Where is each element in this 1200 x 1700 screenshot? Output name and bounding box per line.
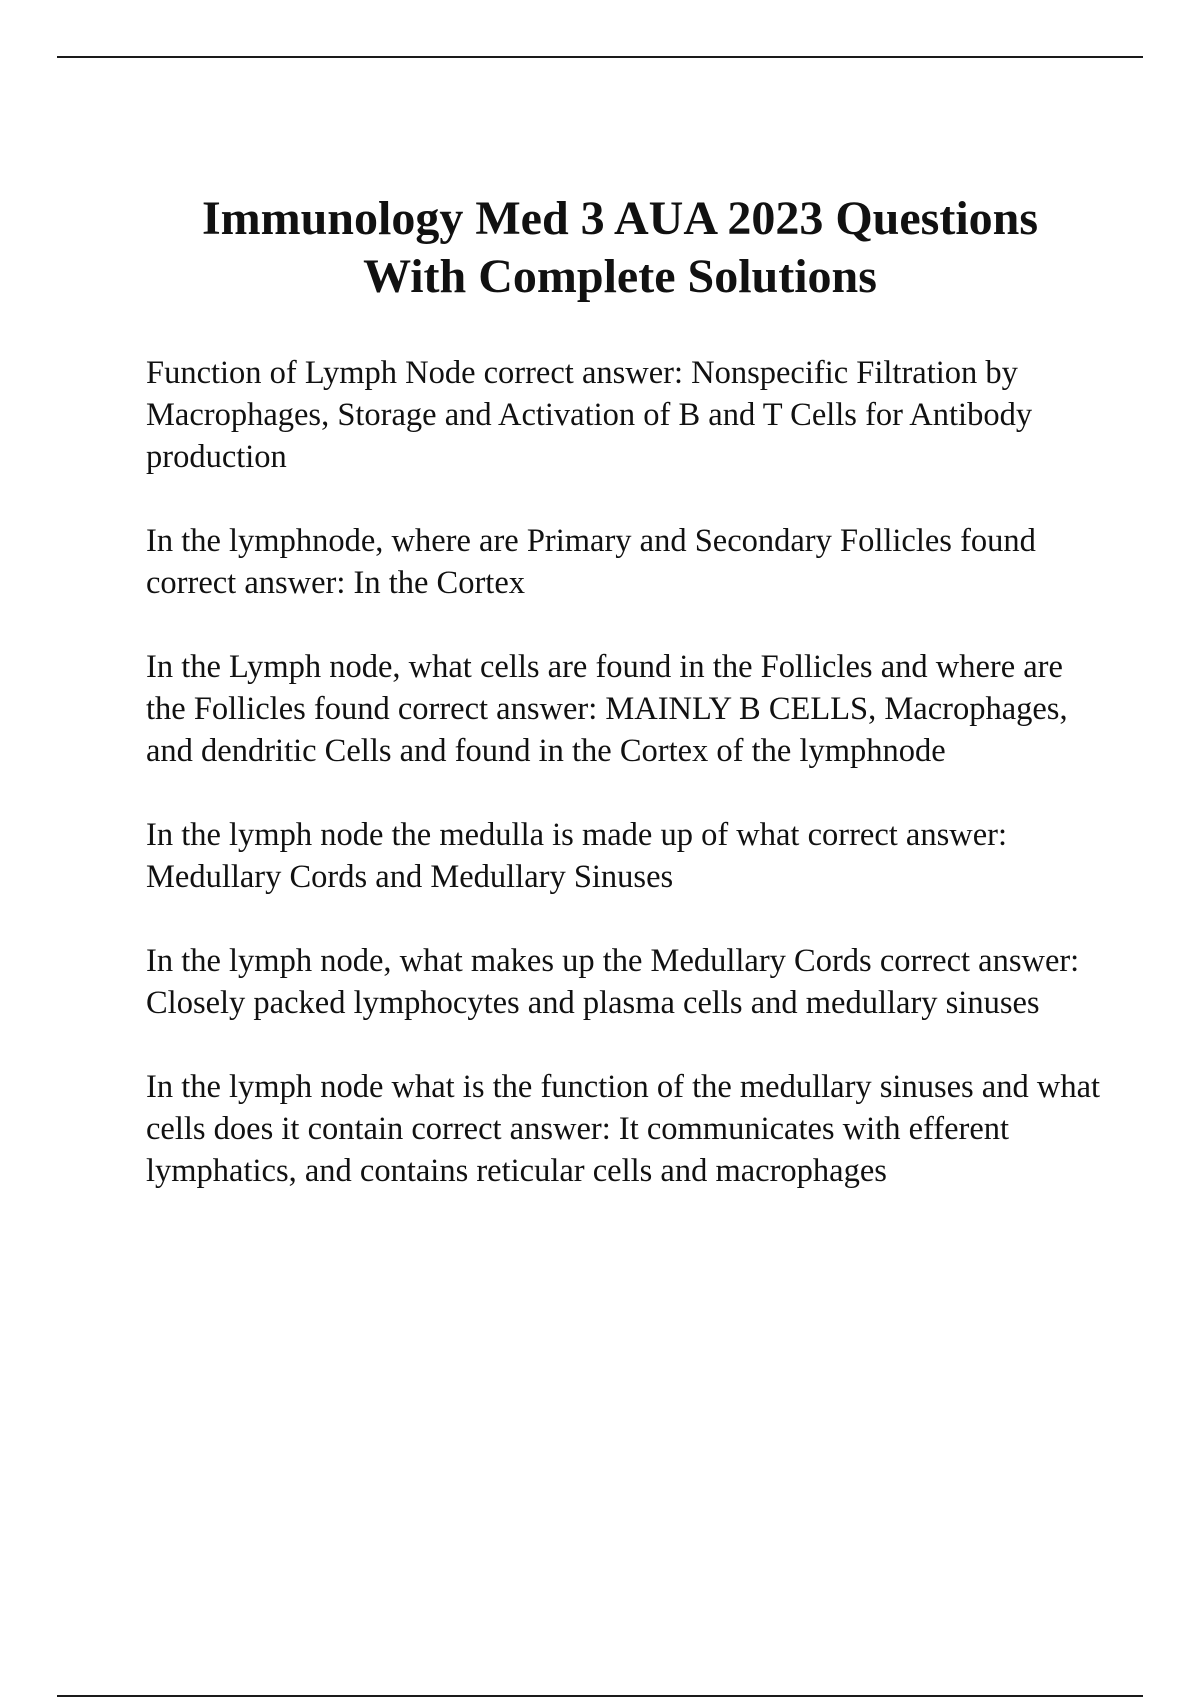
- qa-item: Function of Lymph Node correct answer: Nonspecific Filtration by Macrophages, Storage and Activation of B and T Cells for Antibody production: [146, 355, 1033, 475]
- qa-list: [146, 352, 1106, 1234]
- qa-item: In the lymph node what is the function of the medullary sinuses and what cells does it contain correct answer: It communicates with efferent lymphatics, and contains reticular cells and macrophages: [146, 1069, 1101, 1189]
- title-line-2: With Complete Solutions: [363, 250, 877, 303]
- title-line-1: Immunology Med 3 AUA 2023 Questions: [201, 192, 1039, 245]
- page-title: [100, 190, 1140, 306]
- qa-item: In the lymph node, what makes up the Medullary Cords correct answer: Closely packed lymphocytes and plasma cells and medullary sinuses: [146, 943, 1080, 1021]
- qa-item: In the lymph node the medulla is made up of what correct answer: Medullary Cords and Medullary Sinuses: [146, 817, 1007, 895]
- top-rule: [57, 56, 1143, 58]
- bottom-rule: [57, 1695, 1143, 1697]
- qa-item: In the lymphnode, where are Primary and Secondary Follicles found correct answer: In the Cortex: [146, 523, 1036, 601]
- qa-item: In the Lymph node, what cells are found in the Follicles and where are the Follicles found correct answer: MAINLY B CELLS, Macrophages, and dendritic Cells and found in the Cortex of the lymphnode: [146, 649, 1068, 769]
